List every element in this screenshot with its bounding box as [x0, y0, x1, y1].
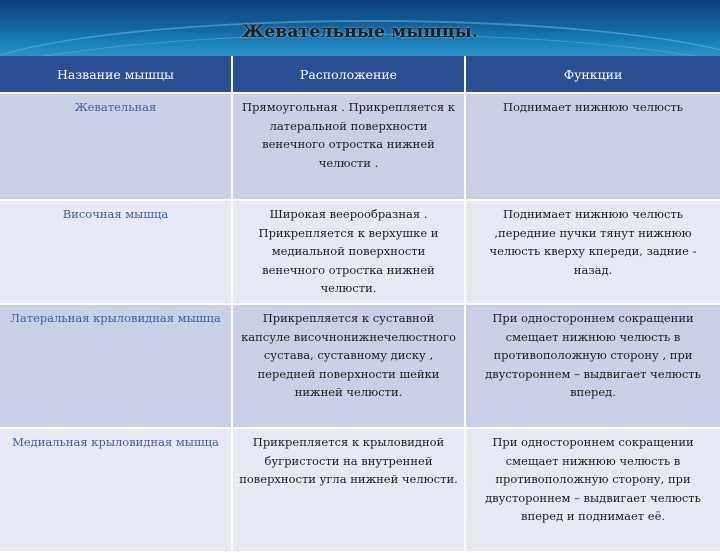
muscle-function-cell: Поднимает нижнюю челюсть: [465, 93, 720, 200]
muscle-name-cell: Латеральная крыловидная мышца: [0, 304, 232, 428]
column-header-name: Название мышцы: [0, 56, 232, 93]
muscle-function-cell: При одностороннем сокращении смещает нижнюю челюсть в противоположную сторону, при двустороннем – выдвигает челюсть вперед и поднимает её.: [465, 428, 720, 552]
muscle-name-cell: Жевательная: [0, 93, 232, 200]
muscle-name-cell: Медиальная крыловидная мышца: [0, 428, 232, 552]
table-row: [0, 304, 720, 428]
muscle-function-cell: Поднимает нижнюю челюсть ,передние пучки тянут нижнюю челюсть кверху кпереди, задние - назад.: [465, 200, 720, 304]
muscle-name-cell: Височная мышца: [0, 200, 232, 304]
slide-title: Жевательные мышцы.: [241, 22, 479, 42]
table-row: [0, 428, 720, 552]
muscles-table: [0, 56, 720, 553]
muscle-location-cell: Прикрепляется к суставной капсуле височнонижнечелюстного сустава, суставному диску , передней поверхности шейки нижней челюсти.: [232, 304, 465, 428]
muscle-location-cell: Широкая веерообразная . Прикрепляется к верхушке и медиальной поверхности венечного отростка нижней челюсти.: [232, 200, 465, 304]
muscle-location-cell: Прямоугольная . Прикрепляется к латеральной поверхности венечного отростка нижней челюсти .: [232, 93, 465, 200]
muscle-location-cell: Прикрепляется к крыловидной бугристости на внутренней поверхности угла нижней челюсти.: [232, 428, 465, 552]
table-header-row: [0, 56, 720, 93]
table-row: [0, 93, 720, 200]
column-header-location: Расположение: [232, 56, 465, 93]
column-header-function: Функции: [465, 56, 720, 93]
table-row: [0, 200, 720, 304]
muscle-function-cell: При одностороннем сокращении смещает нижнюю челюсть в противоположную сторону , при двустороннем – выдвигает челюсть вперед.: [465, 304, 720, 428]
